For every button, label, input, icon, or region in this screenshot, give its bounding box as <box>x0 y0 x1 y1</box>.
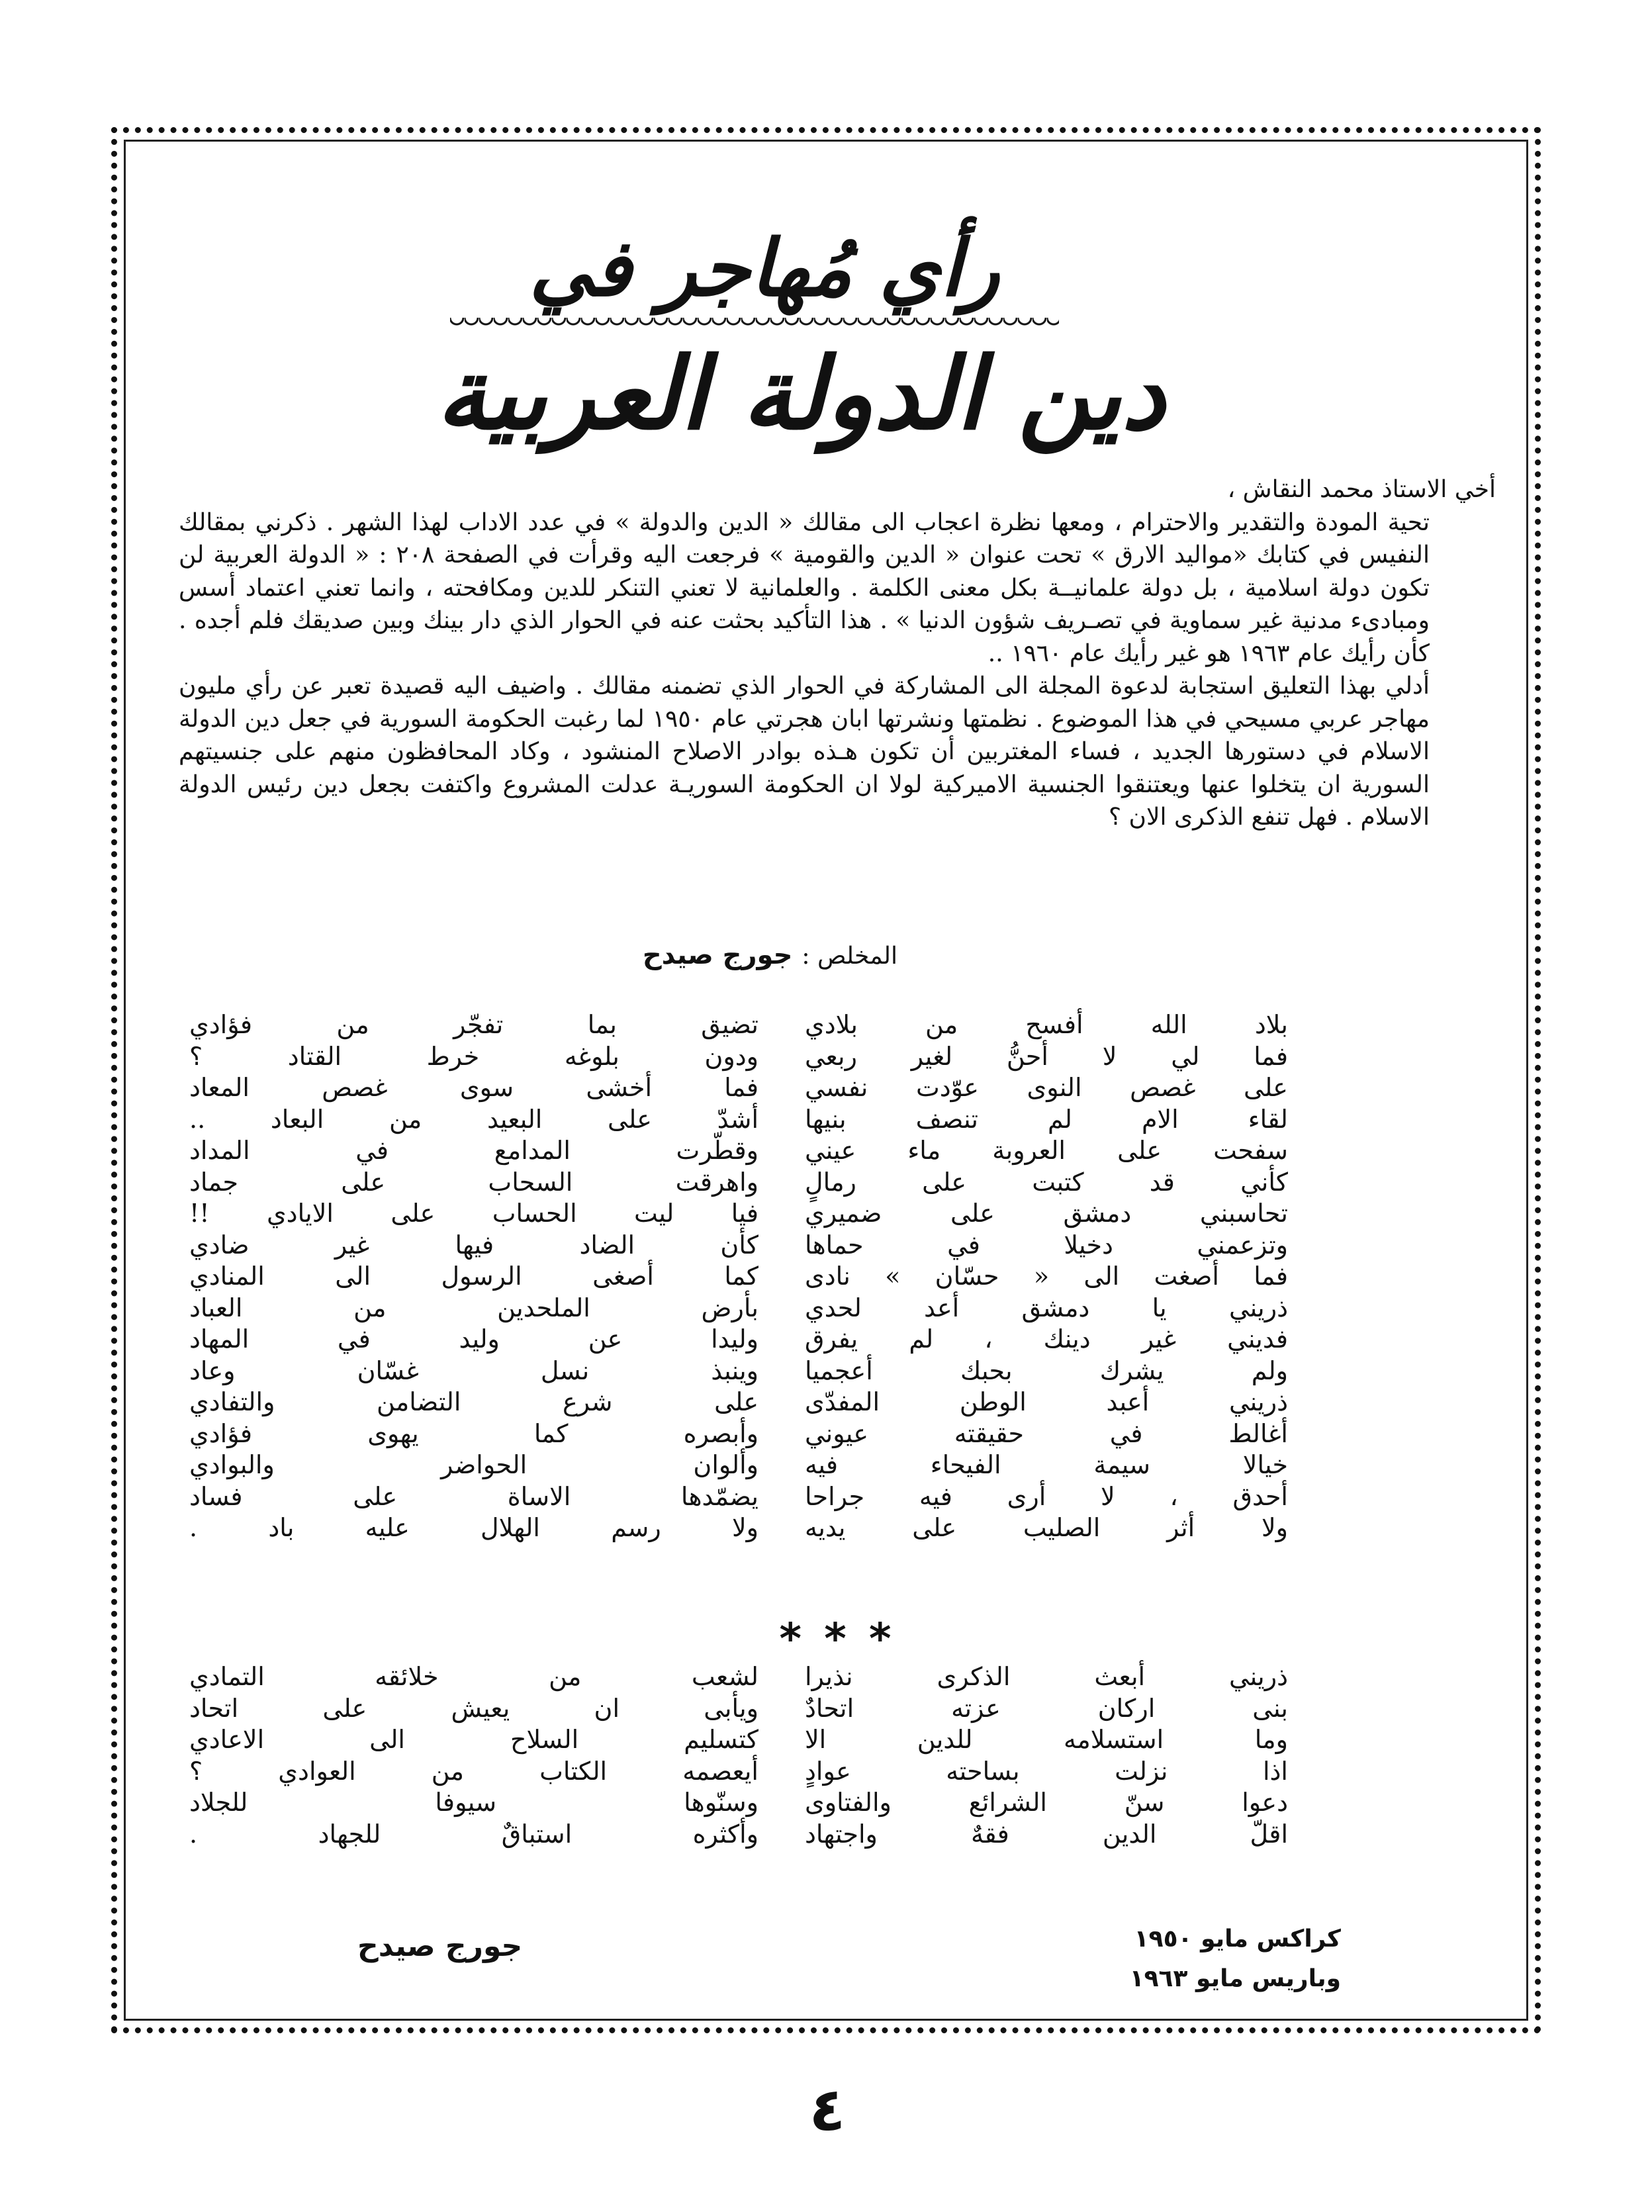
poem-stanza2-right-column <box>805 1661 1288 1850</box>
verse-line: بنى اركان عزته اتحادٌ <box>805 1693 1288 1723</box>
paragraph-1: تحية المودة والتقدير والاحترام ، ومعها نظرة اعجاب الى مقالك « الدين والدولة » في عدد الاداب لهذا الشهر . ذكرني بمقالك النفيس في كتابك «مواليد الارق » تحت عنوان « الدين والقومية » فرجعت اليه وقرأت في الصفحة ٢٠٨ : « الدولة العربية لن تكون دولة اسلامية ، بل دولة علمانيــة بكل معنى الكلمة . والعلمانية لا تعني التنكر للدين ومكافحته ، وانما تعني اعتماد أسس ومبادىء مدنية غير سماوية في تصـريف شؤون الدنيا » . هذا التأكيد بحثت عنه في الحوار الذي دار بينك وبين صديقك فلم أجده . كأن رأيك عام ١٩٦٣ هو غير رأيك عام ١٩٦٠ .. <box>179 508 1430 667</box>
verse-line: أيعصمه الكتاب من العوادي ؟ <box>189 1756 758 1786</box>
date-line-2: وباريس مايو ١٩٦٣ <box>1129 1965 1341 1992</box>
poem-dates <box>1063 1919 1341 1999</box>
verse-line: وأبصره كما يهوى فؤادي <box>189 1418 758 1448</box>
verse-line: سفحت على العروبة ماء عيني <box>805 1136 1288 1165</box>
signoff-name: جورج صيدح <box>642 940 793 970</box>
verse-line: واهرقت السحاب على جماد <box>189 1167 758 1197</box>
verse-line: وقطّرت المدامع في المداد <box>189 1136 758 1165</box>
paragraph-2: أدلي بهذا التعليق استجابة لدعوة المجلة الى المشاركة في الحوار الذي تضمنه مقالك . واضيف اليه قصيدة تعبر عن رأي مليون مهاجر عربي مسيحي في هذا الموضوع . نظمتها ونشرتها ابان هجرتي عام ١٩٥٠ لما رغبت الحكومة السورية في جعل دين الدولة الاسلام في دستورها الجديد ، فساء المغتربين أن تكون هـذه بوادر الاصلاح المنشود ، وكاد المحافظون منهم على جنسيتهم السورية ان يتخلوا عنها ويعتنقوا الجنسية الاميركية لولا ان الحكومة السوريـة عدلت المشروع واكتفت بجعل دين رئيس الدولة الاسلام . فهل تنفع الذكرى الان ؟ <box>179 672 1430 831</box>
verse-line: فما لي لا أحنُّ لغير ربعي <box>805 1041 1288 1071</box>
verse-line: ويأبى ان يعيش على اتحاد <box>189 1693 758 1723</box>
verse-line: كتسليم السلاح الى الاعادي <box>189 1725 758 1754</box>
verse-line: وتزعمني دخيلا في حماها <box>805 1230 1288 1260</box>
verse-line: على غصص النوى عوّدت نفسي <box>805 1073 1288 1102</box>
verse-line: ذريني يا دمشق أعد لحدي <box>805 1293 1288 1322</box>
verse-line: فيا ليت الحساب على الايادي !! <box>189 1199 758 1228</box>
verse-line: خيالا سيمة الفيحاء فيه <box>805 1450 1288 1479</box>
title-line-1: رأي مُهاجر في <box>529 222 1000 314</box>
poem-author: جورج صيدح <box>357 1929 523 1963</box>
poem-stanza2-left-column <box>189 1661 758 1850</box>
verse-line: وما استسلامه للدين الا <box>805 1725 1288 1754</box>
verse-line: وألوان الحواضر والبوادي <box>189 1450 758 1479</box>
verse-line: ذريني أعبد الوطن المفدّى <box>805 1387 1288 1416</box>
verse-line: دعوا سنّ الشرائع والفتاوى <box>805 1788 1288 1817</box>
verse-line: لقاء الام لم تنصف بنيها <box>805 1104 1288 1134</box>
verse-line: أغالط في حقيقته عيوني <box>805 1418 1288 1448</box>
verse-line: تضيق بما تفجّر من فؤادي <box>189 1010 758 1039</box>
verse-line: وينبذ نسل غسّان وعاد <box>189 1356 758 1385</box>
verse-line: يضمّدها الاساة على فساد <box>189 1481 758 1511</box>
verse-line: وليدا عن وليد في المهاد <box>189 1324 758 1354</box>
verse-line: ولا رسم الهلال عليه باد . <box>189 1513 758 1542</box>
verse-line: ذريني أبعث الذكرى نذيرا <box>805 1662 1288 1691</box>
verse-line: ولم يشرك بحبك أعجميا <box>805 1356 1288 1385</box>
verse-line: اذا نزلت بساحته عوادٍ <box>805 1756 1288 1786</box>
verse-line: ودون بلوغه خرط القتاد ؟ <box>189 1041 758 1071</box>
verse-line: فما أصغت الى « حسّان » نادى <box>805 1262 1288 1291</box>
salutation: أخي الاستاذ محمد النقاش ، <box>1227 476 1496 503</box>
poem-stanza1-left-column <box>189 1009 758 1544</box>
title-underline-ornament <box>450 318 1059 332</box>
title-line-2: دين الدولة العربية <box>436 337 1166 452</box>
verse-line: أحدق ، لا أرى فيه جراحا <box>805 1481 1288 1511</box>
verse-line: فما أخشى سوى غصص المعاد <box>189 1073 758 1102</box>
verse-line: كأني قد كتبت على رمالٍ <box>805 1167 1288 1197</box>
signoff-label: المخلص : <box>802 943 897 970</box>
verse-line: فديني غير دينك ، لم يفرق <box>805 1324 1288 1354</box>
verse-line: بأرض الملحدين من العباد <box>189 1293 758 1322</box>
page-number: ٤ <box>809 2075 846 2144</box>
verse-line: كأن الضاد فيها غير ضادي <box>189 1230 758 1260</box>
verse-line: تحاسبني دمشق على ضميري <box>805 1199 1288 1228</box>
date-line-1: كراكس مايو ١٩٥٠ <box>1134 1925 1341 1953</box>
letter-body <box>179 473 1496 834</box>
verse-line: بلاد الله أفسح من بلادي <box>805 1010 1288 1039</box>
article-title <box>371 218 1231 470</box>
signoff <box>643 940 897 970</box>
verse-line: اقلّ الدين فقهٌ واجتهاد <box>805 1819 1288 1849</box>
verse-line: وسنّوها سيوفا للجلاد <box>189 1788 758 1817</box>
verse-line: وأكثره استباقٌ للجهاد . <box>189 1819 758 1849</box>
verse-line: لشعب من خلائقه التمادي <box>189 1662 758 1691</box>
stanza-separator-stars: * * * <box>779 1615 895 1664</box>
verse-line: على شرع التضامن والتفادي <box>189 1387 758 1416</box>
verse-line: ولا أثر الصليب على يديه <box>805 1513 1288 1542</box>
verse-line: أشدّ على البعيد من البعاد .. <box>189 1104 758 1134</box>
poem-stanza1-right-column <box>805 1009 1288 1544</box>
verse-line: كما أصغى الرسول الى المنادي <box>189 1262 758 1291</box>
